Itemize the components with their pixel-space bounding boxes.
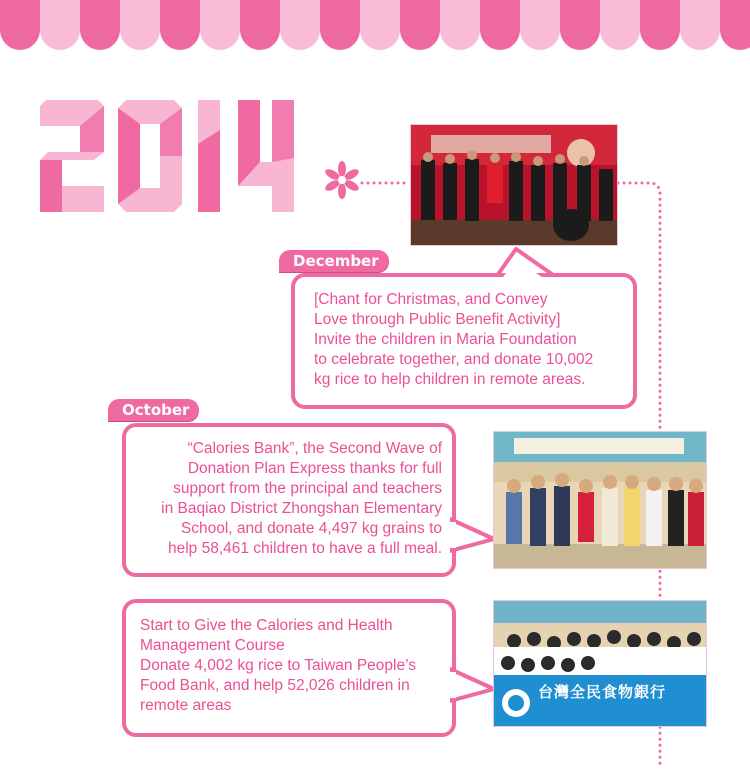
- scallop-bump: [520, 10, 560, 50]
- scallop-bump: [440, 10, 480, 50]
- scallop-bump: [600, 10, 640, 50]
- scallop-bump: [240, 10, 280, 50]
- year-digit-4: [238, 100, 294, 212]
- year-digit-1: [198, 100, 220, 212]
- december-line: kg rice to help children in remote areas.: [314, 371, 586, 388]
- year-digit-2: [40, 100, 104, 212]
- third-line: Management Course: [140, 637, 285, 654]
- scallop-bump: [320, 10, 360, 50]
- october-line: support from the principal and teachers: [173, 480, 442, 497]
- scallop-bump: [160, 10, 200, 50]
- december-line: [Chant for Christmas, and Convey: [314, 291, 548, 308]
- october-line: Donation Plan Express thanks for full: [187, 460, 442, 477]
- scallop-bump: [680, 10, 720, 50]
- scallop-bump: [560, 10, 600, 50]
- third-line: Food Bank, and help 52,026 children in: [140, 677, 410, 694]
- december-line: Invite the children in Maria Foundation: [314, 331, 577, 348]
- october-line: “Calories Bank”, the Second Wave of: [187, 440, 442, 457]
- month-tag-december: December: [279, 250, 389, 272]
- month-tag-october: October: [108, 399, 199, 421]
- scallop-bump: [40, 10, 80, 50]
- scallop-bump: [280, 10, 320, 50]
- scallop-bump: [640, 10, 680, 50]
- bubble-tail-calories-course: [450, 665, 496, 705]
- food-bank-banner-text: 台灣全民食物銀行: [538, 683, 667, 701]
- scalloped-header-border: [0, 0, 750, 52]
- december-line: to celebrate together, and donate 10,002: [314, 351, 594, 368]
- october-line: in Baqiao District Zhongshan Elementary: [161, 500, 442, 517]
- october-line: School, and donate 4,497 kg grains to: [180, 520, 442, 537]
- bubble-tail-october: [450, 515, 496, 555]
- bubble-december: [291, 273, 637, 409]
- scallop-bump: [200, 10, 240, 50]
- scallop-bump: [360, 10, 400, 50]
- december-line: Love through Public Benefit Activity]: [314, 311, 561, 328]
- third-line: remote areas: [140, 697, 232, 714]
- scallop-bump: [400, 10, 440, 50]
- scallop-bump: [80, 10, 120, 50]
- bubble-october: [122, 423, 456, 577]
- scallop-bump: [120, 10, 160, 50]
- photo-school-group: [493, 431, 707, 569]
- third-line: Start to Give the Calories and Health: [140, 617, 393, 634]
- third-line: Donate 4,002 kg rice to Taiwan People’s: [140, 657, 417, 674]
- bubble-calories-course: [122, 599, 456, 737]
- year-digit-0: [118, 100, 182, 212]
- bubble-tail-cover-december: [488, 250, 564, 280]
- october-line: help 58,461 children to have a full meal.: [167, 540, 442, 557]
- scallop-bump: [0, 10, 40, 50]
- photo-food-bank-banner: [493, 600, 707, 727]
- year-heading: [40, 100, 295, 212]
- scallop-bump: [480, 10, 520, 50]
- flower-icon: [322, 160, 362, 200]
- photo-christmas-event: [410, 124, 618, 246]
